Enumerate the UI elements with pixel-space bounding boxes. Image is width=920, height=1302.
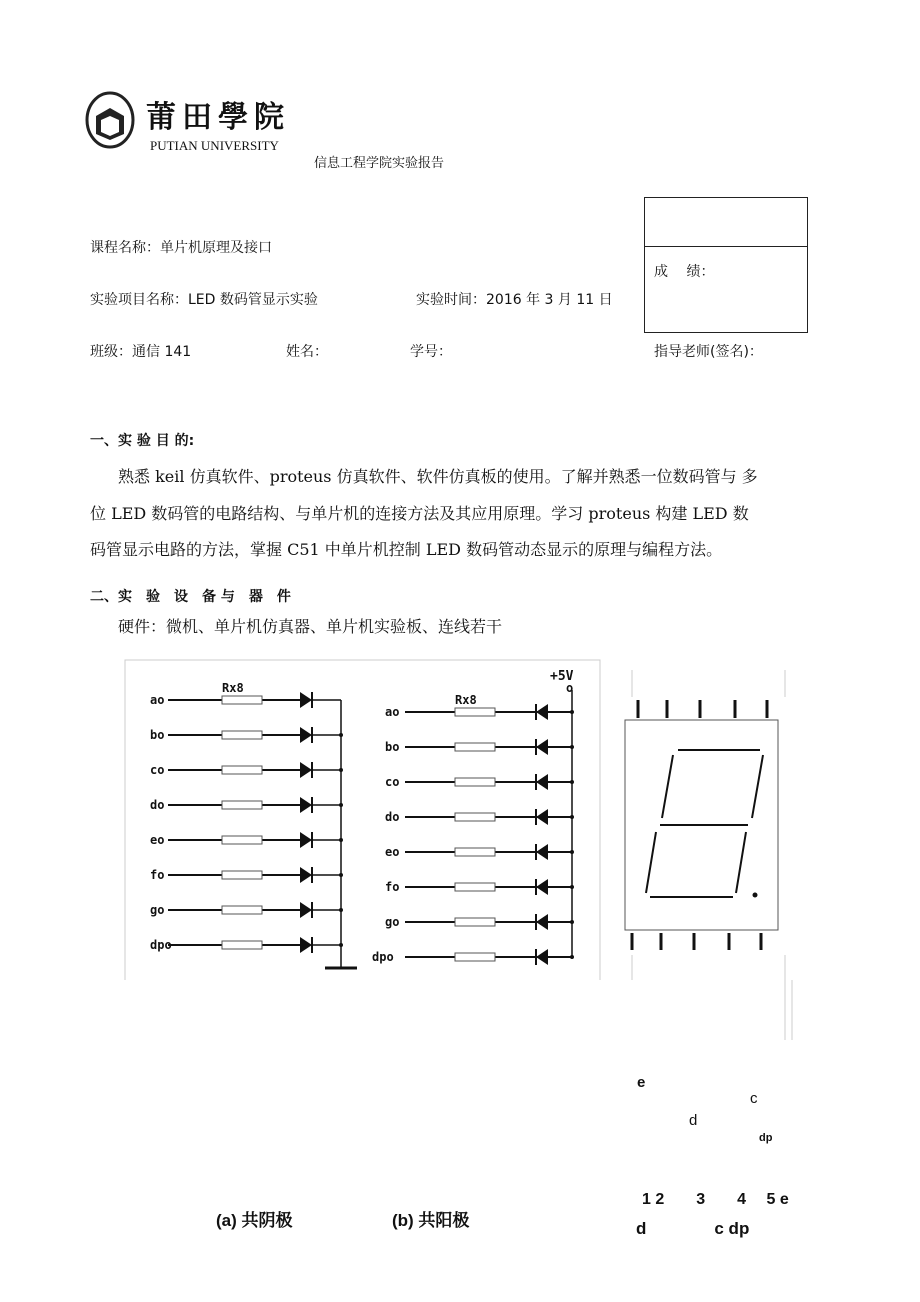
diode-icon	[536, 949, 548, 965]
diode-icon	[536, 879, 548, 895]
resistor-icon	[455, 743, 495, 751]
pin-label-c: co	[385, 775, 400, 789]
resistor-icon	[222, 941, 262, 949]
pin-label-e: eo	[385, 845, 400, 859]
supply-label: +5V	[550, 669, 574, 684]
pin-label-f: fo	[385, 880, 400, 894]
pin-number-row: 1 2 3 4 5 e	[642, 1191, 789, 1208]
pin-label-f: fo	[150, 868, 165, 882]
section-heading: 二、实 验 设 备 与 器 件	[90, 589, 291, 605]
resistor-icon	[222, 836, 262, 844]
pin-label-c: co	[150, 763, 165, 777]
name-field: 姓名：	[286, 344, 328, 360]
report-title: 信息工程学院实验报告	[314, 156, 445, 171]
diode-icon	[536, 809, 548, 825]
pin-label-g: go	[385, 915, 400, 929]
supply-terminal: o	[566, 681, 574, 695]
pin-label-b: bo	[385, 740, 400, 754]
resistor-icon	[222, 766, 262, 774]
diode-icon	[300, 692, 312, 708]
diode-icon	[300, 762, 312, 778]
decimal-point	[753, 893, 758, 898]
course-name: 课程名称：单片机原理及接口	[90, 240, 272, 256]
diode-icon	[536, 774, 548, 790]
diode-icon	[300, 797, 312, 813]
paragraph-line: 硬件：微机、单片机仿真器、单片机实验板、连线若干	[118, 617, 503, 636]
resistor-label: Rx8	[222, 681, 244, 695]
pin-label-dp: dpo	[372, 950, 394, 964]
pin-label-e: eo	[150, 833, 165, 847]
resistor-icon	[455, 883, 495, 891]
section-heading: 一、实 验 目 的:	[90, 433, 195, 449]
figure-frame	[125, 660, 600, 980]
resistor-icon	[222, 801, 262, 809]
pin-label-d: do	[385, 810, 400, 824]
university-name-en: PUTIAN UNIVERSITY	[150, 138, 279, 153]
pin-label-b: bo	[150, 728, 165, 742]
segment-label-dp: dp	[759, 1132, 773, 1144]
diode-icon	[300, 867, 312, 883]
class-field: 班级：通信 141	[90, 344, 192, 360]
paragraph-line: 码管显示电路的方法，掌握 C51 中单片机控制 LED 数码管动态显示的原理与编程方法。	[90, 540, 723, 559]
resistor-icon	[455, 953, 495, 961]
diode-icon	[300, 727, 312, 743]
teacher-signature-field: 指导老师(签名)：	[654, 344, 763, 360]
student-id-field: 学号：	[410, 344, 452, 360]
pin-label-dp: dpo	[150, 938, 172, 952]
pin-label-a: ao	[150, 693, 165, 707]
resistor-icon	[222, 906, 262, 914]
pin-label-row: d c dp	[636, 1219, 750, 1238]
resistor-icon	[455, 708, 495, 716]
diode-icon	[300, 902, 312, 918]
segment-label-e: e	[637, 1074, 646, 1091]
pin-label-d: do	[150, 798, 165, 812]
diode-icon	[536, 739, 548, 755]
resistor-icon	[455, 918, 495, 926]
university-name-cn: 莆田學院	[146, 100, 290, 135]
segment-label-d: d	[689, 1112, 698, 1129]
project-name: 实验项目名称：LED 数码管显示实验	[90, 292, 318, 308]
resistor-icon	[455, 778, 495, 786]
paragraph-line: 位 LED 数码管的电路结构、与单片机的连接方法及其应用原理。学习 proteus 构建 LED 数	[90, 504, 749, 523]
segment-label-c: c	[750, 1090, 758, 1107]
diode-icon	[300, 937, 312, 953]
score-label: 成 绩：	[654, 264, 715, 280]
pin-label-a: ao	[385, 705, 400, 719]
resistor-icon	[222, 696, 262, 704]
resistor-label: Rx8	[455, 693, 477, 707]
diode-icon	[536, 914, 548, 930]
resistor-icon	[222, 871, 262, 879]
caption-common-anode: (b) 共阳极	[392, 1211, 470, 1230]
experiment-time: 实验时间：2016 年 3 月 11 日	[416, 292, 613, 308]
diode-icon	[300, 832, 312, 848]
resistor-icon	[222, 731, 262, 739]
pin-label-g: go	[150, 903, 165, 917]
resistor-icon	[455, 813, 495, 821]
resistor-icon	[455, 848, 495, 856]
diode-icon	[536, 704, 548, 720]
diode-icon	[536, 844, 548, 860]
caption-common-cathode: (a) 共阴极	[216, 1211, 293, 1230]
paragraph-line: 熟悉 keil 仿真软件、proteus 仿真软件、软件仿真板的使用。了解并熟悉一位数码管与 多	[118, 467, 758, 486]
